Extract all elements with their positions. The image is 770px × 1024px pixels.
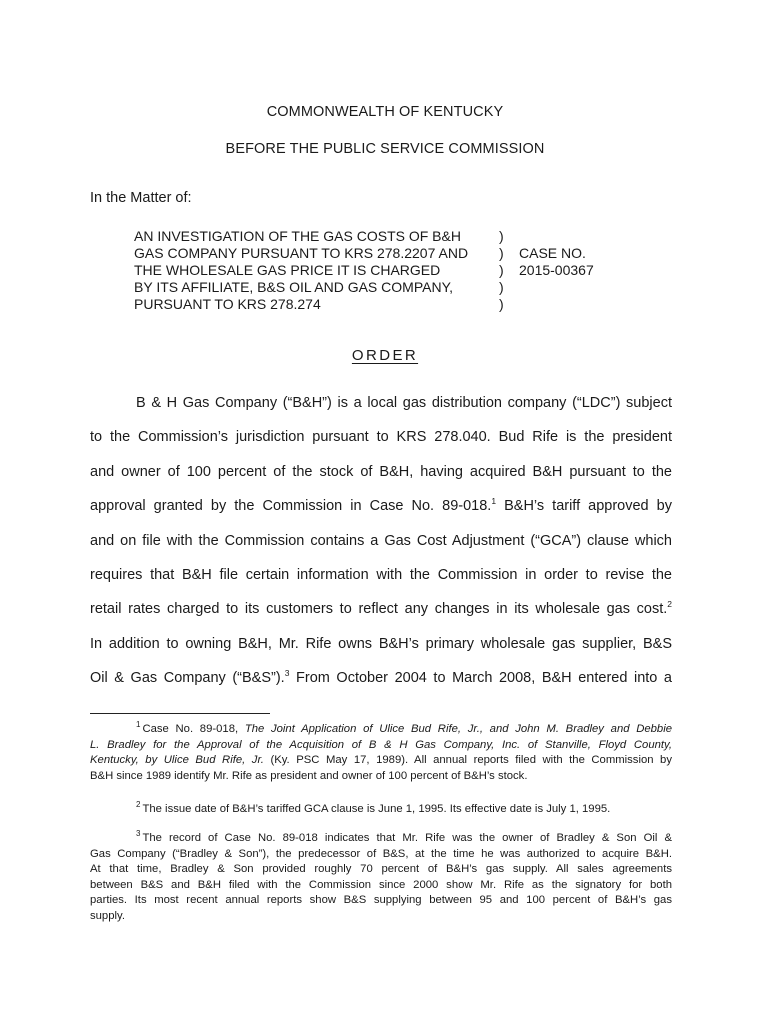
caption-paren: ): [499, 279, 504, 295]
body-line: In addition to owning B&H, Mr. Rife owns B&H’s primary wholesale gas supplier, B&S: [90, 635, 672, 652]
footnote-line: B&H since 1989 identify Mr. Rife as president and owner of 100 percent of B&H’s stock.: [90, 769, 528, 782]
footnote-line: parties. Its most recent annual reports show B&S supplying between 95 and 100 percent of B&H’s gas: [90, 894, 672, 907]
caption-paren: ): [499, 228, 504, 244]
footnote-2: [90, 802, 672, 818]
footnote-line: between B&S and B&H filed with the Commission since 2000 show Mr. Rife as the signatory for both: [90, 878, 672, 891]
caption-line: BY ITS AFFILIATE, B&S OIL AND GAS COMPANY,: [134, 279, 453, 295]
header-commonwealth: COMMONWEALTH OF KENTUCKY: [266, 104, 504, 120]
caption-row: [134, 296, 639, 313]
case-number: 2015-00367: [519, 262, 594, 278]
body-line: B & H Gas Company (“B&H”) is a local gas distribution company (“LDC”) subject: [136, 395, 672, 411]
footnote-ref-3: 3: [284, 668, 290, 679]
caption-row: [134, 262, 639, 279]
caption-row: [134, 228, 639, 245]
footnote-line: At that time, Bradley & Son provided roughly 70 percent of B&H’s gas supply. All sales agreements: [90, 863, 672, 876]
caption-line: AN INVESTIGATION OF THE GAS COSTS OF B&H: [134, 228, 461, 244]
footnote-3: [90, 831, 672, 925]
caption-row: [134, 245, 639, 262]
caption-line: PURSUANT TO KRS 278.274: [134, 296, 321, 312]
header-commission: BEFORE THE PUBLIC SERVICE COMMISSION: [225, 141, 545, 157]
body-line: and owner of 100 percent of the stock of B&H, having acquired B&H pursuant to the: [90, 463, 672, 480]
caption-row: [134, 279, 639, 296]
body-line: Oil & Gas Company (“B&S”).$^3$ From October 2004 to March 2008, B&H entered into a: [90, 668, 672, 687]
footnote-1: [90, 722, 672, 784]
caption-paren: ): [499, 262, 504, 278]
footnote-line: Gas Company (“Bradley & Son”), the predecessor of B&S, at the time he was authorized to acquire B&H.: [90, 847, 672, 860]
footnote-ref-1: 1: [491, 496, 497, 507]
footnote-line: Kentucky, by Ulice Bud Rife, Jr. (Ky. PSC May 17, 1989). All annual reports filed with the Commission by: [90, 754, 672, 767]
caption-paren: ): [499, 296, 504, 312]
caption-paren: ): [499, 245, 504, 261]
caption-line: THE WHOLESALE GAS PRICE IT IS CHARGED: [134, 262, 441, 278]
footnote-ref-2: 2: [667, 599, 672, 610]
footnote-line: $^3$ The record of Case No. 89-018 indicates that Mr. Rife was the owner of Bradley & Son Oil &: [136, 829, 672, 844]
order-body: [90, 386, 672, 696]
footnote-line: L. Bradley for the Approval of the Acquisition of B & H Gas Company, Inc. of Stanville, Floyd County,: [90, 738, 672, 751]
footnote-line: $^2$ The issue date of B&H’s tariffed GCA clause is June 1, 1995. Its effective date is July 1, 1995.: [136, 800, 611, 815]
footnote-line: supply.: [90, 909, 125, 922]
body-line: retail rates charged to its customers to reflect any changes in its wholesale gas cost.$^2$: [90, 599, 672, 618]
order-title: ORDER: [351, 347, 419, 364]
body-line: and on file with the Commission contains a Gas Cost Adjustment (“GCA”) clause which: [90, 532, 672, 549]
body-line: requires that B&H file certain information with the Commission in order to revise the: [90, 566, 672, 583]
matter-label: In the Matter of:: [90, 190, 192, 206]
case-number-label: CASE NO.: [519, 245, 586, 261]
footnote-separator: [90, 713, 270, 714]
case-caption: [134, 228, 639, 313]
body-line: to the Commission’s jurisdiction pursuant to KRS 278.040. Bud Rife is the president: [90, 429, 672, 446]
caption-line: GAS COMPANY PURSUANT TO KRS 278.2207 AND: [134, 245, 469, 261]
footnote-line: $^1$ Case No. 89-018, The Joint Application of Ulice Bud Rife, Jr., and John M. Bradley and Debbie: [136, 720, 672, 735]
body-line: approval granted by the Commission in Case No. 89-018.$^1$ B&H’s tariff approved by: [90, 496, 672, 515]
